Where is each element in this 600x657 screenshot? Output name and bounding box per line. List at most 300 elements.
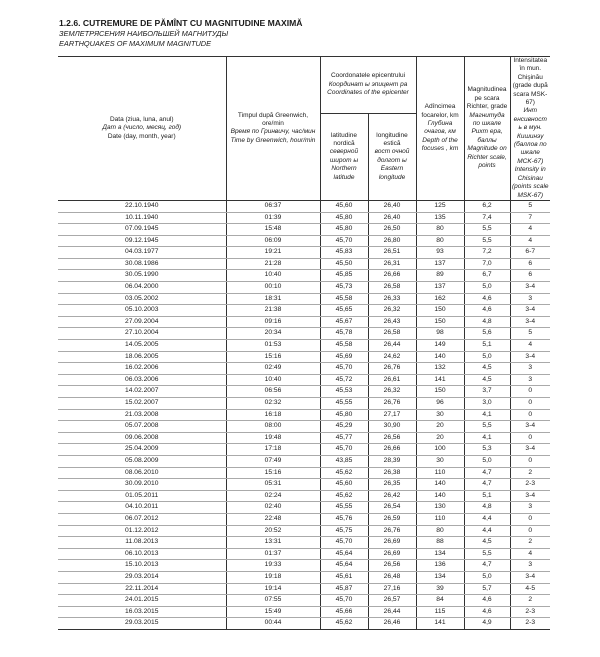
cell-intensity: 3-4 [510, 571, 550, 583]
header-time-ro: Timpul după Greenwich, ore/min [237, 111, 309, 128]
header-magnitude-ro: Magnitudinea pe scara Richter, grade [466, 86, 508, 111]
header-coordinates [320, 57, 416, 114]
cell-depth: 162 [416, 293, 464, 305]
cell-depth: 140 [416, 490, 464, 502]
table-row [58, 606, 550, 618]
cell-magnitude: 4,6 [464, 606, 510, 618]
header-depth-en: Depth of the focuses , km [421, 136, 459, 153]
table-row [58, 525, 550, 537]
table-row [58, 305, 550, 317]
cell-magnitude: 4,6 [464, 305, 510, 317]
cell-time: 08:00 [226, 421, 320, 433]
cell-magnitude: 4,4 [464, 513, 510, 525]
cell-latitude: 45,67 [320, 316, 368, 328]
cell-time: 15:49 [226, 606, 320, 618]
cell-depth: 110 [416, 467, 464, 479]
cell-time: 22:48 [226, 513, 320, 525]
table-row [58, 583, 550, 595]
cell-date: 06.10.2013 [58, 548, 226, 560]
header-depth-ro: Adîncimea focarelor, km [421, 103, 459, 119]
cell-latitude: 45,62 [320, 490, 368, 502]
cell-latitude: 45,55 [320, 502, 368, 514]
cell-intensity: 2 [510, 537, 550, 549]
header-lon-ro: longitudine estică [376, 131, 408, 148]
table-header [58, 57, 550, 201]
cell-latitude: 45,61 [320, 571, 368, 583]
cell-date: 04.03.1977 [58, 247, 226, 259]
cell-intensity: 5 [510, 328, 550, 340]
table-row [58, 490, 550, 502]
cell-time: 02:24 [226, 490, 320, 502]
header-intensity-en: Intensity in Chisinau (points scale MSK-67) [512, 166, 549, 199]
cell-date: 09.12.1945 [58, 235, 226, 247]
cell-latitude: 45,77 [320, 432, 368, 444]
cell-date: 03.05.2002 [58, 293, 226, 305]
table-row [58, 444, 550, 456]
cell-magnitude: 5,5 [464, 548, 510, 560]
cell-longitude: 26,46 [368, 618, 416, 630]
cell-intensity: 3-4 [510, 444, 550, 456]
cell-longitude: 26,51 [368, 247, 416, 259]
cell-longitude: 26,58 [368, 328, 416, 340]
cell-latitude: 45,73 [320, 282, 368, 294]
cell-depth: 96 [416, 398, 464, 410]
cell-date: 25.04.2009 [58, 444, 226, 456]
table-row [58, 398, 550, 410]
cell-intensity: 3-4 [510, 316, 550, 328]
cell-date: 24.01.2015 [58, 595, 226, 607]
cell-time: 21:38 [226, 305, 320, 317]
cell-latitude: 45,58 [320, 293, 368, 305]
cell-date: 27.09.2004 [58, 316, 226, 328]
cell-longitude: 26,50 [368, 224, 416, 236]
cell-latitude: 45,69 [320, 351, 368, 363]
cell-time: 07:55 [226, 595, 320, 607]
cell-magnitude: 7,2 [464, 247, 510, 259]
header-date-en: Date (day, month, year) [107, 132, 176, 140]
cell-magnitude: 5,1 [464, 490, 510, 502]
cell-date: 21.03.2008 [58, 409, 226, 421]
cell-longitude: 26,32 [368, 386, 416, 398]
cell-longitude: 30,90 [368, 421, 416, 433]
table-row [58, 467, 550, 479]
cell-time: 18:31 [226, 293, 320, 305]
cell-date: 06.04.2000 [58, 282, 226, 294]
cell-magnitude: 5,5 [464, 235, 510, 247]
table-row [58, 479, 550, 491]
header-time-ru: Время по Гринвичу, час/мин [230, 128, 316, 136]
cell-longitude: 26,40 [368, 200, 416, 212]
cell-magnitude: 5,0 [464, 455, 510, 467]
table-row [58, 224, 550, 236]
cell-longitude: 28,39 [368, 455, 416, 467]
cell-intensity: 6-7 [510, 247, 550, 259]
header-time [226, 57, 320, 201]
header-coords-en: Coordinates of the epicenter [327, 89, 409, 97]
cell-intensity: 0 [510, 432, 550, 444]
cell-latitude: 45,58 [320, 340, 368, 352]
header-intensity-ru: Инт енсивност ь в мун. Кишинэу (баллов по шкале MCK-67) [513, 107, 547, 165]
cell-date: 06.03.2006 [58, 374, 226, 386]
table-row [58, 409, 550, 421]
cell-time: 02:32 [226, 398, 320, 410]
cell-intensity: 6 [510, 270, 550, 282]
cell-magnitude: 4,1 [464, 409, 510, 421]
table-row [58, 351, 550, 363]
cell-date: 05.07.2008 [58, 421, 226, 433]
header-date-ro: Data (ziua, luna, anul) [109, 115, 174, 123]
cell-latitude: 45,62 [320, 618, 368, 630]
cell-magnitude: 6,7 [464, 270, 510, 282]
cell-date: 08.06.2010 [58, 467, 226, 479]
cell-magnitude: 4,9 [464, 618, 510, 630]
table-row [58, 340, 550, 352]
cell-latitude: 45,70 [320, 537, 368, 549]
cell-latitude: 45,64 [320, 560, 368, 572]
cell-depth: 30 [416, 455, 464, 467]
cell-magnitude: 6,2 [464, 200, 510, 212]
cell-latitude: 45,29 [320, 421, 368, 433]
table-row [58, 328, 550, 340]
cell-depth: 136 [416, 560, 464, 572]
table-row [58, 421, 550, 433]
cell-intensity: 2-3 [510, 606, 550, 618]
header-intensity [510, 57, 550, 201]
cell-depth: 80 [416, 525, 464, 537]
cell-latitude: 45,85 [320, 270, 368, 282]
cell-time: 15:16 [226, 351, 320, 363]
header-lon-ru: вост очной долгот ы [374, 148, 410, 164]
cell-longitude: 26,33 [368, 293, 416, 305]
cell-latitude: 45,62 [320, 467, 368, 479]
cell-date: 06.07.2012 [58, 513, 226, 525]
cell-longitude: 26,76 [368, 363, 416, 375]
table-row [58, 247, 550, 259]
cell-time: 01:37 [226, 548, 320, 560]
cell-magnitude: 5,5 [464, 224, 510, 236]
header-coords-ro: Coordonatele epicentrului [330, 72, 406, 80]
cell-date: 15.02.2007 [58, 398, 226, 410]
cell-time: 20:34 [226, 328, 320, 340]
cell-intensity: 4 [510, 340, 550, 352]
table-row [58, 212, 550, 224]
cell-latitude: 45,66 [320, 606, 368, 618]
cell-depth: 140 [416, 351, 464, 363]
cell-depth: 20 [416, 432, 464, 444]
cell-intensity: 5 [510, 200, 550, 212]
cell-depth: 80 [416, 235, 464, 247]
cell-latitude: 45,72 [320, 374, 368, 386]
cell-magnitude: 4,7 [464, 467, 510, 479]
table-row [58, 363, 550, 375]
cell-time: 19:14 [226, 583, 320, 595]
cell-intensity: 2-3 [510, 618, 550, 630]
cell-depth: 150 [416, 386, 464, 398]
header-intensity-ro: Intensitatea în mun. Chişinău (grade după scara MSK-67) [512, 57, 548, 107]
cell-depth: 137 [416, 282, 464, 294]
table-row [58, 200, 550, 212]
cell-longitude: 26,31 [368, 258, 416, 270]
cell-longitude: 27,16 [368, 583, 416, 595]
cell-latitude: 45,70 [320, 235, 368, 247]
cell-magnitude: 3,7 [464, 386, 510, 398]
cell-magnitude: 5,0 [464, 571, 510, 583]
table-row [58, 258, 550, 270]
cell-latitude: 45,70 [320, 444, 368, 456]
cell-time: 16:18 [226, 409, 320, 421]
cell-date: 11.08.2013 [58, 537, 226, 549]
table-row [58, 560, 550, 572]
cell-magnitude: 4,5 [464, 363, 510, 375]
cell-time: 07:49 [226, 455, 320, 467]
header-magnitude-en: Magnitude on Richter scale, points [467, 145, 507, 170]
cell-intensity: 2 [510, 467, 550, 479]
cell-depth: 132 [416, 363, 464, 375]
cell-intensity: 4 [510, 548, 550, 560]
cell-longitude: 26,38 [368, 467, 416, 479]
cell-latitude: 45,80 [320, 212, 368, 224]
cell-longitude: 26,56 [368, 432, 416, 444]
cell-longitude: 26,69 [368, 548, 416, 560]
cell-latitude: 45,70 [320, 363, 368, 375]
cell-magnitude: 4,1 [464, 432, 510, 444]
header-time-en: Time by Greenwich, hour/min [230, 136, 316, 144]
cell-depth: 84 [416, 595, 464, 607]
cell-longitude: 26,48 [368, 571, 416, 583]
cell-intensity: 2 [510, 595, 550, 607]
cell-intensity: 0 [510, 398, 550, 410]
cell-depth: 39 [416, 583, 464, 595]
cell-longitude: 26,76 [368, 525, 416, 537]
cell-longitude: 26,69 [368, 537, 416, 549]
cell-latitude: 45,80 [320, 409, 368, 421]
cell-magnitude: 5,0 [464, 282, 510, 294]
table-row [58, 537, 550, 549]
cell-longitude: 26,44 [368, 340, 416, 352]
cell-time: 21:28 [226, 258, 320, 270]
cell-intensity: 3 [510, 293, 550, 305]
cell-date: 27.10.2004 [58, 328, 226, 340]
cell-intensity: 6 [510, 258, 550, 270]
header-lon-en: Eastern longitude [378, 165, 406, 181]
cell-longitude: 26,42 [368, 490, 416, 502]
cell-depth: 140 [416, 479, 464, 491]
cell-date: 09.06.2008 [58, 432, 226, 444]
cell-depth: 125 [416, 200, 464, 212]
cell-latitude: 45,75 [320, 525, 368, 537]
cell-date: 14.02.2007 [58, 386, 226, 398]
cell-latitude: 45,53 [320, 386, 368, 398]
cell-intensity: 3 [510, 374, 550, 386]
cell-longitude: 26,54 [368, 502, 416, 514]
cell-latitude: 45,55 [320, 398, 368, 410]
cell-time: 17:18 [226, 444, 320, 456]
cell-magnitude: 4,4 [464, 525, 510, 537]
cell-date: 22.11.2014 [58, 583, 226, 595]
cell-intensity: 7 [510, 212, 550, 224]
cell-intensity: 3-4 [510, 421, 550, 433]
cell-magnitude: 4,5 [464, 537, 510, 549]
cell-intensity: 3-4 [510, 305, 550, 317]
table-row [58, 502, 550, 514]
cell-depth: 141 [416, 374, 464, 386]
cell-depth: 80 [416, 224, 464, 236]
cell-depth: 135 [416, 212, 464, 224]
cell-time: 06:09 [226, 235, 320, 247]
cell-depth: 89 [416, 270, 464, 282]
table-row [58, 548, 550, 560]
cell-latitude: 45,83 [320, 247, 368, 259]
cell-time: 09:16 [226, 316, 320, 328]
cell-magnitude: 4,5 [464, 374, 510, 386]
cell-date: 14.05.2005 [58, 340, 226, 352]
cell-longitude: 26,32 [368, 305, 416, 317]
cell-date: 15.10.2013 [58, 560, 226, 572]
cell-longitude: 26,35 [368, 479, 416, 491]
cell-longitude: 26,40 [368, 212, 416, 224]
cell-date: 04.10.2011 [58, 502, 226, 514]
cell-magnitude: 4,7 [464, 479, 510, 491]
header-magnitude-ru: Магнитуда по шкале Рихт ера, баллы [469, 111, 505, 144]
cell-intensity: 3-4 [510, 351, 550, 363]
cell-date: 10.11.1940 [58, 212, 226, 224]
cell-latitude: 45,87 [320, 583, 368, 595]
cell-magnitude: 5,1 [464, 340, 510, 352]
cell-date: 05.08.2009 [58, 455, 226, 467]
earthquakes-table [58, 56, 550, 630]
header-date [58, 57, 226, 201]
cell-intensity: 4 [510, 235, 550, 247]
cell-magnitude: 5,7 [464, 583, 510, 595]
cell-magnitude: 5,6 [464, 328, 510, 340]
cell-longitude: 26,57 [368, 595, 416, 607]
cell-latitude: 45,78 [320, 328, 368, 340]
cell-time: 06:37 [226, 200, 320, 212]
cell-depth: 88 [416, 537, 464, 549]
table-row [58, 293, 550, 305]
cell-depth: 134 [416, 571, 464, 583]
section-title: 1.2.6. CUTREMURE DE PĂMÎNT CU MAGNITUDINE MAXIMĂ [59, 18, 303, 28]
cell-time: 19:33 [226, 560, 320, 572]
cell-time: 01:39 [226, 212, 320, 224]
cell-intensity: 3 [510, 502, 550, 514]
cell-depth: 110 [416, 513, 464, 525]
cell-depth: 141 [416, 618, 464, 630]
cell-date: 01.05.2011 [58, 490, 226, 502]
cell-magnitude: 4,8 [464, 316, 510, 328]
cell-depth: 130 [416, 502, 464, 514]
cell-intensity: 0 [510, 409, 550, 421]
table-row [58, 282, 550, 294]
cell-latitude: 45,76 [320, 513, 368, 525]
header-depth [416, 57, 464, 201]
cell-date: 30.09.2010 [58, 479, 226, 491]
cell-time: 02:40 [226, 502, 320, 514]
cell-intensity: 3 [510, 363, 550, 375]
cell-magnitude: 5,0 [464, 351, 510, 363]
cell-magnitude: 5,5 [464, 421, 510, 433]
header-latitude [320, 113, 368, 200]
table-row [58, 270, 550, 282]
cell-longitude: 26,66 [368, 444, 416, 456]
cell-longitude: 24,62 [368, 351, 416, 363]
table-row [58, 432, 550, 444]
header-coords-ru: Координат ы эпицент ра [328, 80, 408, 88]
table-row [58, 316, 550, 328]
cell-date: 30.05.1990 [58, 270, 226, 282]
cell-time: 00:10 [226, 282, 320, 294]
cell-intensity: 0 [510, 513, 550, 525]
table-row [58, 571, 550, 583]
cell-depth: 30 [416, 409, 464, 421]
cell-time: 13:31 [226, 537, 320, 549]
cell-date: 30.08.1986 [58, 258, 226, 270]
cell-intensity: 3-4 [510, 282, 550, 294]
cell-time: 10:40 [226, 270, 320, 282]
cell-date: 18.06.2005 [58, 351, 226, 363]
table-row [58, 595, 550, 607]
cell-time: 19:48 [226, 432, 320, 444]
cell-date: 29.03.2015 [58, 618, 226, 630]
cell-longitude: 26,58 [368, 282, 416, 294]
cell-longitude: 26,61 [368, 374, 416, 386]
cell-magnitude: 3,0 [464, 398, 510, 410]
table-row [58, 235, 550, 247]
cell-time: 15:16 [226, 467, 320, 479]
cell-intensity: 4-5 [510, 583, 550, 595]
cell-magnitude: 4,6 [464, 293, 510, 305]
cell-intensity: 3-4 [510, 490, 550, 502]
cell-time: 00:44 [226, 618, 320, 630]
cell-date: 16.03.2015 [58, 606, 226, 618]
cell-depth: 134 [416, 548, 464, 560]
cell-latitude: 45,70 [320, 595, 368, 607]
cell-time: 19:18 [226, 571, 320, 583]
cell-date: 29.03.2014 [58, 571, 226, 583]
table-row [58, 374, 550, 386]
table-row [58, 618, 550, 630]
cell-intensity: 4 [510, 224, 550, 236]
header-date-ru: Дат а (число, месяц, год) [102, 124, 182, 132]
cell-magnitude: 4,7 [464, 560, 510, 572]
cell-date: 07.09.1945 [58, 224, 226, 236]
table-row [58, 455, 550, 467]
cell-time: 01:53 [226, 340, 320, 352]
cell-depth: 20 [416, 421, 464, 433]
cell-intensity: 0 [510, 386, 550, 398]
cell-depth: 150 [416, 305, 464, 317]
cell-intensity: 0 [510, 525, 550, 537]
cell-time: 15:48 [226, 224, 320, 236]
cell-latitude: 45,65 [320, 305, 368, 317]
cell-date: 01.12.2012 [58, 525, 226, 537]
cell-longitude: 26,59 [368, 513, 416, 525]
header-longitude [368, 113, 416, 200]
header-lat-ru: северной широт ы [329, 148, 359, 164]
cell-magnitude: 7,4 [464, 212, 510, 224]
table-row [58, 513, 550, 525]
header-lat-ro: latitudine nordică [330, 131, 358, 148]
cell-latitude: 45,80 [320, 224, 368, 236]
cell-magnitude: 7,0 [464, 258, 510, 270]
cell-depth: 115 [416, 606, 464, 618]
cell-time: 19:21 [226, 247, 320, 259]
cell-depth: 137 [416, 258, 464, 270]
cell-latitude: 45,60 [320, 200, 368, 212]
table-body [58, 200, 550, 629]
cell-latitude: 45,50 [320, 258, 368, 270]
cell-time: 10:40 [226, 374, 320, 386]
